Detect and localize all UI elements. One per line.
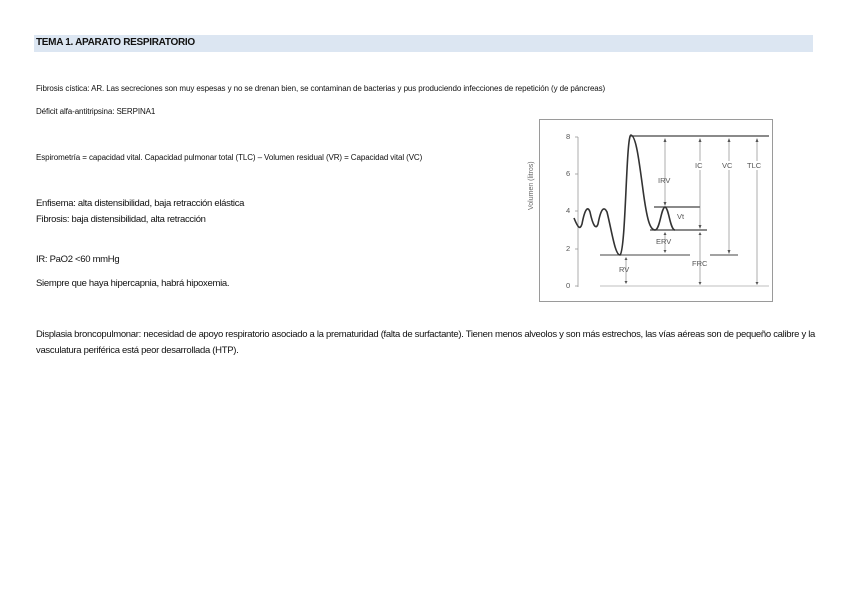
- y-tick-6: 6: [566, 169, 571, 178]
- label-tlc: TLC: [747, 161, 762, 170]
- text-hipercapnia: Siempre que haya hipercapnia, habrá hipoxemia.: [36, 278, 230, 289]
- y-tick-0: 0: [566, 281, 571, 290]
- spirometry-volume-diagram: [528, 119, 773, 302]
- text-enfisema: Enfisema: alta distensibilidad, baja retracción elástica: [36, 198, 245, 209]
- text-fibrosis-cistica: Fibrosis cística: AR. Las secreciones son muy espesas y no se drenan bien, se contaminan de bacterias y pus produciendo infecciones de repetición (y de páncreas): [36, 84, 606, 93]
- text-deficit-alfa-antitripsina: Déficit alfa-antitripsina: SERPINA1: [36, 107, 156, 116]
- label-vt: Vt: [677, 212, 685, 221]
- label-ic: IC: [695, 161, 703, 170]
- y-axis-title: Volumen (litros): [528, 161, 535, 210]
- label-rv: RV: [619, 265, 630, 274]
- y-tick-2: 2: [566, 244, 571, 253]
- label-erv: ERV: [656, 237, 672, 246]
- text-insuficiencia-respiratoria: IR: PaO2 <60 mmHg: [36, 254, 120, 265]
- spirometry-curve-graphic: [540, 120, 772, 301]
- label-vc: VC: [722, 161, 733, 170]
- section-title: TEMA 1. APARATO RESPIRATORIO: [36, 37, 195, 48]
- label-frc: FRC: [692, 259, 708, 268]
- label-irv: IRV: [658, 176, 671, 185]
- text-displasia-broncopulmonar: Displasia broncopulmonar: necesidad de apoyo respiratorio asociado a la prematuridad (falta de surfactante). Tienen menos alveolos y son más estrechos, las vías aéreas son de pequeño calibre y la vasculatura periférica está peor desarrollada (HTP).: [36, 329, 816, 356]
- y-tick-4: 4: [566, 206, 571, 215]
- y-tick-8: 8: [566, 132, 571, 141]
- text-fibrosis: Fibrosis: baja distensibilidad, alta retracción: [36, 214, 206, 225]
- text-espirometria: Espirometría = capacidad vital. Capacidad pulmonar total (TLC) – Volumen residual (VR) = Capacidad vital (VC): [36, 153, 423, 162]
- section-header-bar: [34, 35, 813, 52]
